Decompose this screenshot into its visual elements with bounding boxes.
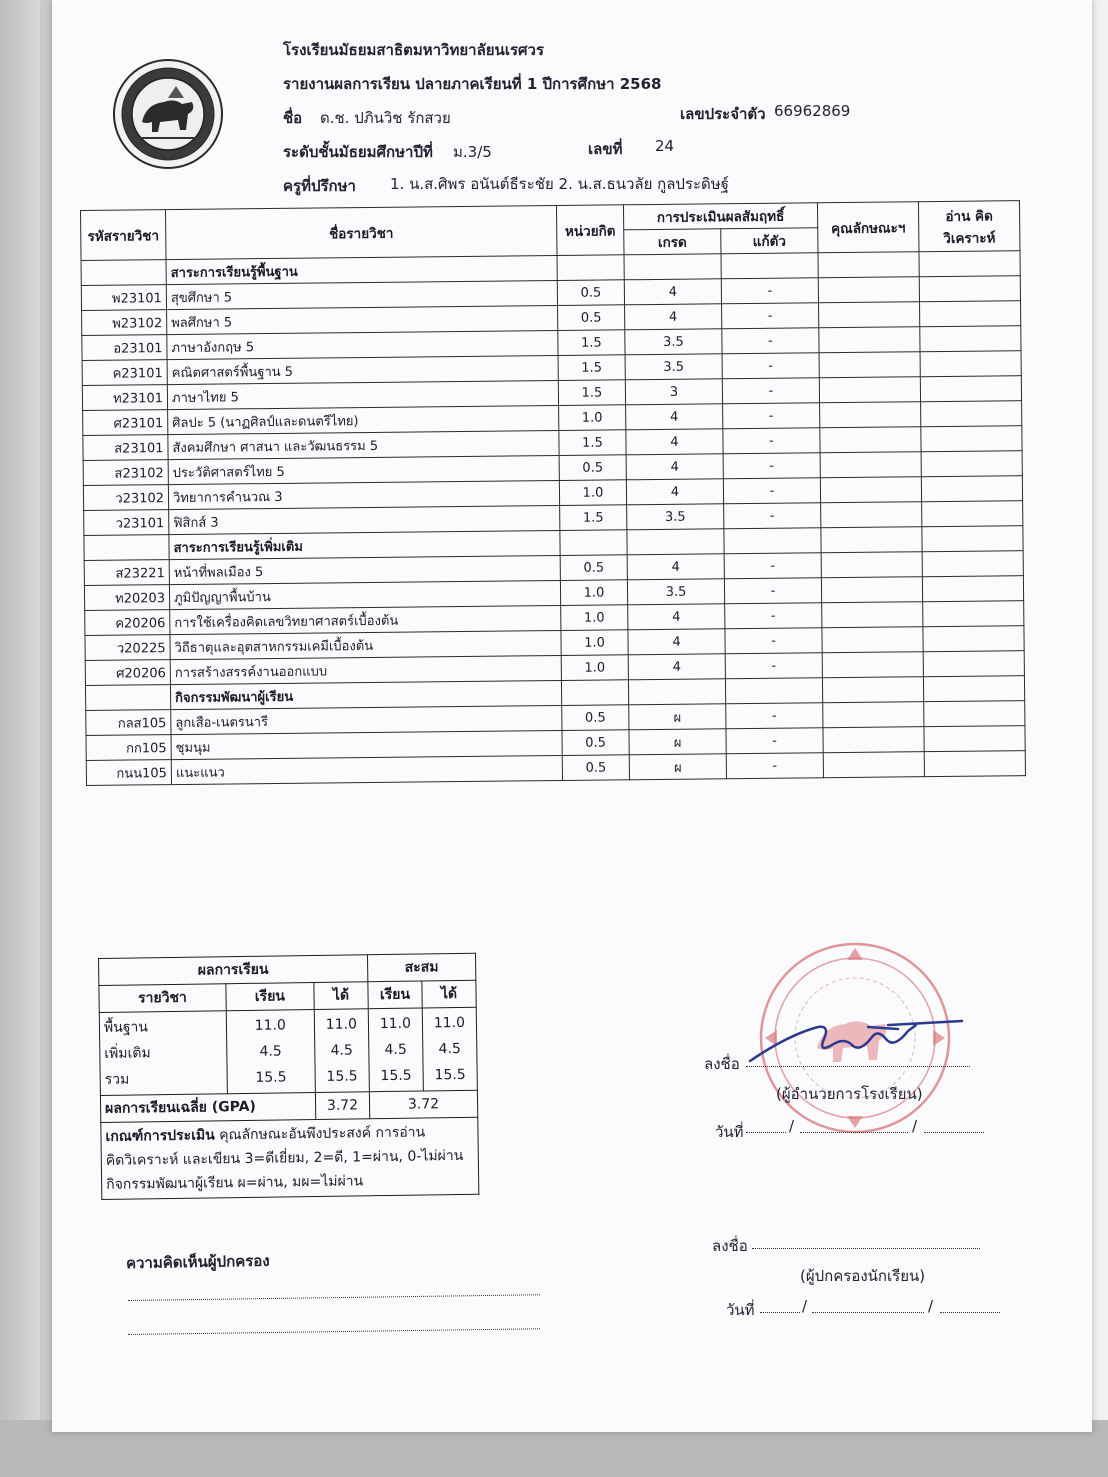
- grade-cell: [628, 679, 725, 705]
- summary-cum-earned-value: 4.5: [438, 1040, 461, 1058]
- summary-earned-value: 4.5: [330, 1042, 353, 1059]
- subject-name-cell: การสร้างสรรค์งานออกแบบ: [170, 655, 561, 684]
- subject-name-cell: คณิตศาสตร์พื้นฐาน 5: [167, 356, 558, 385]
- credits-cell: 1.5: [560, 505, 627, 531]
- remedial-cell: -: [726, 753, 823, 779]
- credits-cell: 1.5: [558, 355, 625, 381]
- grade-level-value: ม.3/5: [453, 143, 492, 161]
- header-reading: อ่าน คิด วิเคราะห์: [918, 201, 1020, 252]
- reading-cell: [922, 526, 1023, 552]
- subject-name-cell: สุขศึกษา 5: [166, 281, 557, 310]
- credits-cell: 1.5: [558, 330, 625, 356]
- character-cell: [820, 477, 921, 503]
- parent-date-year: [940, 1312, 1000, 1313]
- subject-code-cell: ว23101: [84, 510, 169, 536]
- credits-cell: 0.5: [557, 280, 624, 306]
- summary-table: [98, 953, 479, 1200]
- grade-cell: 4: [624, 279, 721, 305]
- subject-code-cell: กก105: [86, 735, 171, 761]
- remedial-cell: -: [723, 453, 820, 479]
- director-date-day: [746, 1132, 786, 1133]
- advisor-label: ครูที่ปรึกษา: [283, 177, 356, 195]
- remedial-cell: -: [723, 428, 820, 454]
- summary-studied-value: 4.5: [259, 1043, 282, 1060]
- subject-name-cell: แนะแนว: [171, 755, 562, 784]
- grade-cell: 4: [626, 404, 723, 430]
- reading-cell: [921, 451, 1022, 477]
- remedial-cell: -: [723, 478, 820, 504]
- report-title: รายงานผลการเรียน ปลายภาคเรียนที่ 1 ปีการศึกษา 2568: [283, 75, 662, 93]
- reading-cell: [921, 476, 1022, 502]
- criteria-line-3: กิจกรรมพัฒนาผู้เรียน ผ=ผ่าน, มผ=ไม่ผ่าน: [106, 1173, 364, 1193]
- director-sign-label: ลงชื่อ: [704, 1055, 740, 1073]
- remedial-cell: -: [721, 278, 818, 304]
- student-id-value: 66962869: [774, 102, 851, 120]
- reading-cell: [924, 701, 1025, 727]
- header-subject-name: ชื่อรายวิชา: [166, 206, 558, 260]
- character-cell: [820, 402, 921, 428]
- subject-code-cell: พ23101: [81, 285, 166, 311]
- subject-code-cell: ว20225: [85, 635, 170, 661]
- background-left: [0, 0, 40, 1477]
- summary-cum-earned-value: 15.5: [434, 1066, 466, 1084]
- date-separator: /: [789, 1117, 795, 1135]
- category-name-cell: สาระการเรียนรู้เพิ่มเติม: [169, 530, 560, 559]
- character-cell: [820, 427, 921, 453]
- summary-cum-studied-value: 11.0: [379, 1015, 412, 1033]
- school-emblem-icon: [112, 58, 224, 170]
- parent-date-month: [812, 1312, 924, 1313]
- subject-name-cell: วิถีธาตุและอุตสาหกรรมเคมีเบื้องต้น: [170, 630, 561, 659]
- subject-code-cell: ค23101: [82, 360, 167, 386]
- header-credits: หน่วยกิต: [556, 205, 624, 256]
- subject-name-cell: ภูมิปัญญาพื้นบ้าน: [169, 580, 560, 609]
- director-sign-line: [746, 1066, 970, 1067]
- subject-name-cell: ลูกเสือ-เนตรนารี: [171, 705, 562, 734]
- remedial-cell: -: [722, 328, 819, 354]
- grades-table: [80, 200, 1026, 786]
- character-cell: [819, 377, 920, 403]
- remedial-cell: -: [724, 503, 821, 529]
- parent-comments-label: ความคิดเห็นผู้ปกครอง: [125, 1251, 270, 1273]
- character-cell: [821, 552, 922, 578]
- grade-cell: [624, 254, 721, 280]
- remedial-cell: -: [725, 628, 822, 654]
- summary-studied-value: 11.0: [254, 1017, 286, 1034]
- reading-cell: [922, 551, 1023, 577]
- credits-cell: [561, 680, 628, 706]
- credits-cell: 1.0: [561, 630, 628, 656]
- remedial-cell: [721, 253, 818, 279]
- summary-results-header: ผลการเรียน: [99, 955, 368, 986]
- character-cell: [818, 252, 919, 278]
- category-code-cell: [85, 685, 170, 711]
- subject-name-cell: หน้าที่พลเมือง 5: [169, 555, 560, 584]
- gpa-label: ผลการเรียนเฉลี่ย (GPA): [100, 1092, 315, 1122]
- summary-cum-studied-header: เรียน: [368, 981, 422, 1009]
- credits-cell: 1.0: [559, 405, 626, 431]
- criteria-box: [101, 1117, 479, 1199]
- character-cell: [821, 527, 922, 553]
- summary-cum-earned-value: 11.0: [433, 1014, 466, 1032]
- grade-level-label: ระดับชั้นมัธยมศึกษาปีที่: [283, 143, 433, 161]
- subject-name-cell: พลศึกษา 5: [167, 306, 558, 335]
- remedial-cell: -: [726, 728, 823, 754]
- reading-cell: [922, 576, 1023, 602]
- parent-date-label: วันที่: [726, 1301, 755, 1319]
- character-cell: [822, 652, 923, 678]
- grade-cell: 4: [625, 304, 722, 330]
- summary-studied-header: เรียน: [226, 982, 314, 1010]
- subject-name-cell: ภาษาไทย 5: [167, 381, 558, 410]
- reading-cell: [919, 251, 1020, 277]
- subject-name-cell: การใช้เครื่องคิดเลขวิทยาศาสตร์เบื้องต้น: [170, 605, 561, 634]
- reading-cell: [920, 326, 1021, 352]
- grades-table-body: [81, 251, 1025, 786]
- category-name-cell: กิจกรรมพัฒนาผู้เรียน: [170, 680, 561, 709]
- student-id-label: เลขประจำตัว: [680, 105, 766, 123]
- credits-cell: 1.0: [560, 580, 627, 606]
- subject-name-cell: สังคมศึกษา ศาสนา และวัฒนธรรม 5: [168, 430, 559, 459]
- subject-code-cell: ศ23101: [83, 410, 168, 436]
- grade-cell: ผ: [629, 754, 726, 780]
- summary-earned-header: ได้: [314, 982, 368, 1010]
- grade-cell: 3.5: [625, 329, 722, 355]
- subject-code-cell: ว23102: [83, 485, 168, 511]
- student-number-value: 24: [655, 137, 675, 155]
- remedial-cell: -: [724, 578, 821, 604]
- credits-cell: 1.0: [561, 605, 628, 631]
- criteria-label: เกณฑ์การประเมิน: [105, 1127, 215, 1145]
- subject-name-cell: วิทยาการคำนวณ 3: [168, 480, 559, 509]
- subject-code-cell: ค20206: [85, 610, 170, 636]
- character-cell: [819, 352, 920, 378]
- character-cell: [822, 677, 923, 703]
- character-cell: [822, 627, 923, 653]
- remedial-cell: -: [726, 703, 823, 729]
- reading-cell: [922, 501, 1023, 527]
- grade-cell: 4: [628, 654, 725, 680]
- director-role: (ผู้อำนวยการโรงเรียน): [776, 1085, 923, 1103]
- grade-cell: ผ: [629, 729, 726, 755]
- student-name-value: ด.ช. ปภินวิช รักสวย: [320, 109, 451, 127]
- credits-cell: 0.5: [562, 755, 629, 781]
- category-name-cell: สาระการเรียนรู้พื้นฐาน: [166, 256, 557, 285]
- grade-cell: 3: [625, 379, 722, 405]
- director-date-month: [800, 1132, 908, 1133]
- reading-cell: [919, 276, 1020, 302]
- subject-code-cell: พ23102: [82, 310, 167, 336]
- subject-name-cell: ชุมนุม: [171, 730, 562, 759]
- reading-cell: [924, 751, 1025, 777]
- remedial-cell: -: [723, 403, 820, 429]
- character-cell: [822, 602, 923, 628]
- grade-cell: 4: [626, 479, 723, 505]
- reading-cell: [924, 726, 1025, 752]
- grade-cell: ผ: [629, 704, 726, 730]
- credits-cell: 0.5: [559, 455, 626, 481]
- student-name-label: ชื่อ: [283, 109, 303, 127]
- advisor-value: 1. น.ส.ศิพร อนันต์ธีระชัย 2. น.ส.ธนวลัย กูลประดิษฐ์: [390, 175, 729, 193]
- header-remedial: แก้ตัว: [721, 228, 818, 254]
- parent-sign-line: [752, 1248, 980, 1249]
- category-code-cell: [84, 535, 169, 561]
- grade-cell: 3.5: [627, 504, 724, 530]
- criteria-line-1: คุณลักษณะอันพึงประสงค์ การอ่าน: [219, 1124, 426, 1144]
- date-separator: /: [928, 1297, 934, 1315]
- cum-gpa-value: 3.72: [369, 1090, 477, 1119]
- remedial-cell: -: [724, 553, 821, 579]
- grade-cell: 4: [628, 629, 725, 655]
- credits-cell: 1.5: [558, 380, 625, 406]
- grade-cell: 3.5: [625, 354, 722, 380]
- character-cell: [821, 502, 922, 528]
- header-character: คุณลักษณะฯ: [817, 202, 919, 253]
- reading-cell: [923, 651, 1024, 677]
- subject-code-cell: ส23101: [83, 435, 168, 461]
- category-code-cell: [81, 260, 166, 286]
- remedial-cell: -: [725, 653, 822, 679]
- summary-cumulative-header: สะสม: [367, 953, 475, 982]
- parent-role: (ผู้ปกครองนักเรียน): [800, 1267, 926, 1285]
- reading-cell: [923, 601, 1024, 627]
- credits-cell: 1.0: [559, 480, 626, 506]
- credits-cell: [557, 255, 624, 281]
- subject-code-cell: กนน105: [86, 760, 171, 786]
- subject-name-cell: ประวัติศาสตร์ไทย 5: [168, 455, 559, 484]
- subject-name-cell: ศิลปะ 5 (นาฏศิลป์และดนตรีไทย): [168, 405, 559, 434]
- summary-cum-studied-value: 15.5: [380, 1067, 412, 1085]
- grade-cell: [627, 529, 724, 555]
- subject-name-cell: ภาษาอังกฤษ 5: [167, 331, 558, 360]
- summary-row-label: พื้นฐาน: [103, 1019, 149, 1036]
- date-separator: /: [912, 1117, 918, 1135]
- reading-cell: [920, 301, 1021, 327]
- date-separator: /: [802, 1297, 808, 1315]
- summary-cum-studied-value: 4.5: [384, 1041, 407, 1059]
- credits-cell: 0.5: [562, 730, 629, 756]
- credits-cell: 0.5: [560, 555, 627, 581]
- remedial-cell: -: [725, 603, 822, 629]
- grade-cell: 3.5: [627, 579, 724, 605]
- director-date-year: [924, 1132, 984, 1133]
- reading-cell: [921, 401, 1022, 427]
- director-date-label: วันที่: [715, 1123, 744, 1141]
- subject-code-cell: ส23102: [83, 460, 168, 486]
- reading-cell: [920, 376, 1021, 402]
- subject-code-cell: ท23101: [82, 385, 167, 411]
- reading-cell: [921, 426, 1022, 452]
- parent-date-day: [760, 1312, 800, 1313]
- remedial-cell: -: [722, 303, 819, 329]
- criteria-line-2: คิดวิเคราะห์ และเขียน 3=ดีเยี่ยม, 2=ดี, 1=ผ่าน, 0-ไม่ผ่าน: [105, 1147, 464, 1169]
- summary-earned-value: 11.0: [325, 1016, 358, 1033]
- remedial-cell: -: [722, 378, 819, 404]
- subject-code-cell: ท20203: [84, 585, 169, 611]
- credits-cell: 1.0: [561, 655, 628, 681]
- character-cell: [818, 277, 919, 303]
- character-cell: [820, 452, 921, 478]
- character-cell: [823, 702, 924, 728]
- remedial-cell: [725, 678, 822, 704]
- summary-subject-header: รายวิชา: [99, 984, 226, 1013]
- credits-cell: [560, 530, 627, 556]
- grade-cell: 4: [628, 604, 725, 630]
- subject-code-cell: กลส105: [86, 710, 171, 736]
- reading-cell: [923, 626, 1024, 652]
- summary-row-label: เพิ่มเติม: [104, 1045, 151, 1062]
- summary-row-label: รวม: [104, 1071, 130, 1088]
- gpa-value: 3.72: [315, 1092, 369, 1120]
- character-cell: [823, 727, 924, 753]
- character-cell: [819, 302, 920, 328]
- header-code: รหัสรายวิชา: [81, 210, 167, 261]
- credits-cell: 1.5: [559, 430, 626, 456]
- grade-cell: 4: [626, 429, 723, 455]
- remedial-cell: -: [722, 353, 819, 379]
- character-cell: [821, 577, 922, 603]
- character-cell: [819, 327, 920, 353]
- header-grade: เกรด: [624, 229, 721, 255]
- subject-name-cell: ฟิสิกส์ 3: [169, 505, 560, 534]
- reading-cell: [920, 351, 1021, 377]
- header-assessment: การประเมินผลสัมฤทธิ์: [623, 203, 817, 230]
- grade-cell: 4: [627, 554, 724, 580]
- remedial-cell: [724, 528, 821, 554]
- credits-cell: 0.5: [562, 705, 629, 731]
- reading-cell: [923, 676, 1024, 702]
- subject-code-cell: ส23221: [84, 560, 169, 586]
- subject-code-cell: อ23101: [82, 335, 167, 361]
- grade-cell: 4: [626, 454, 723, 480]
- summary-earned-value: 15.5: [326, 1068, 358, 1085]
- character-cell: [823, 752, 924, 778]
- summary-studied-value: 15.5: [255, 1069, 287, 1086]
- summary-cum-earned-header: ได้: [422, 980, 476, 1008]
- school-name: โรงเรียนมัธยมสาธิตมหาวิทยาลัยนเรศวร: [283, 41, 544, 59]
- credits-cell: 0.5: [558, 305, 625, 331]
- student-number-label: เลขที่: [588, 140, 623, 158]
- subject-code-cell: ศ20206: [85, 660, 170, 686]
- parent-sign-label: ลงชื่อ: [712, 1237, 748, 1255]
